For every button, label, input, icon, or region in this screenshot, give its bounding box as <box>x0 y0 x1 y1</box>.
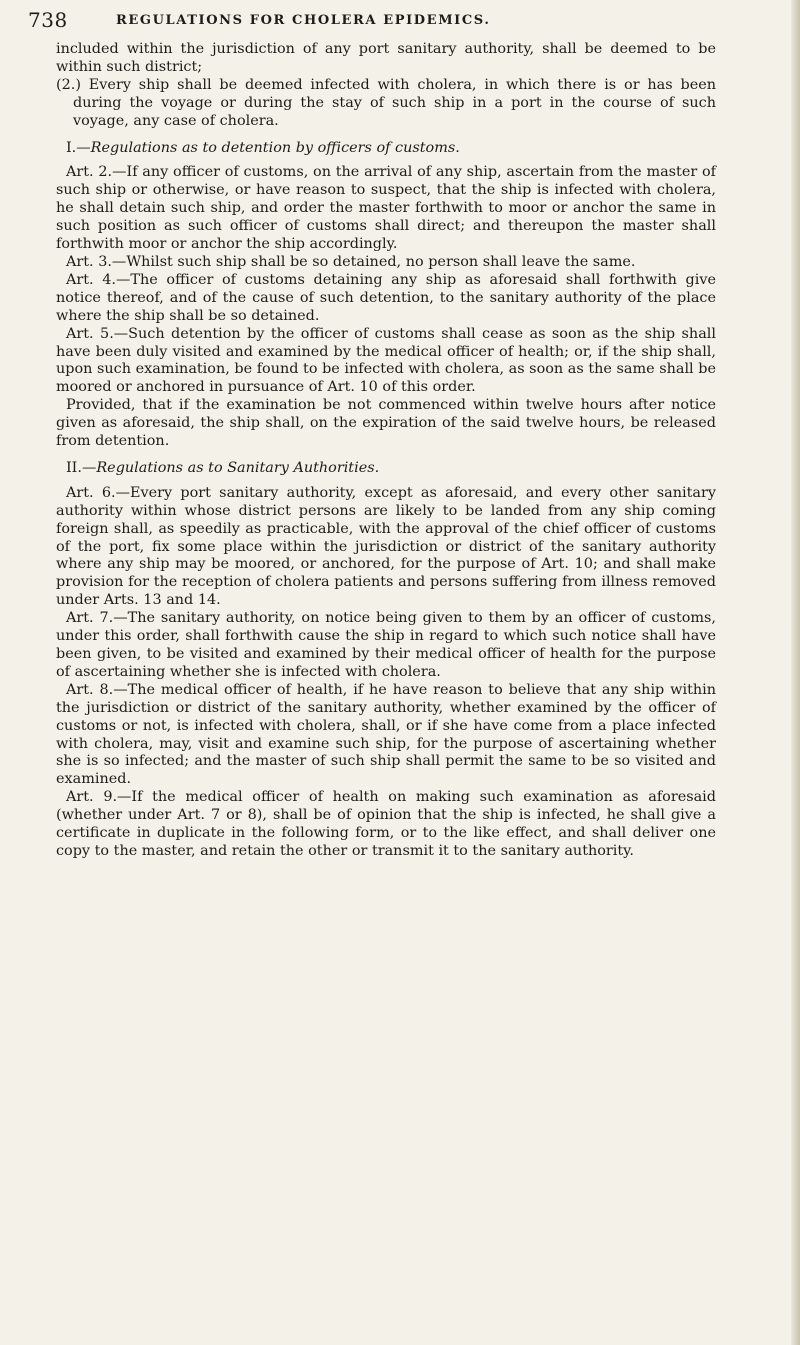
body-text <box>56 41 716 861</box>
section-heading-2-number: II. <box>66 459 82 476</box>
page-header <box>28 8 728 34</box>
article-8: Art. 8.—The medical officer of health, if he have reason to believe that any ship within the jurisdiction or district of the sanitary authority, whether examined by the officer of customs or not, is infected with cholera, shall, or if she have come from a place infected with cholera, may, visit and examine such ship, for the purpose of ascertaining whether she is so infected; and the master of such ship shall permit the same to be so visited and examined. <box>56 681 716 788</box>
article-7: Art. 7.—The sanitary authority, on notice being given to them by an officer of customs, under this order, shall forthwith cause the ship in regard to which such notice shall have been given, to be visited and examined by their medical officer of health for the purpose of ascertaining whether she is infected with cholera. <box>56 610 716 680</box>
running-head: REGULATIONS FOR CHOLERA EPIDEMICS. <box>116 13 491 28</box>
paragraph-item-2: (2.) Every ship shall be deemed infected with cholera, in which there is or has been during the voyage or during the stay of such ship in a port in the course of such voyage, any case of cholera. <box>56 76 716 129</box>
page-number: 738 <box>28 8 68 32</box>
section-heading-1 <box>56 140 716 158</box>
article-5: Art. 5.—Such detention by the officer of customs shall cease as soon as the ship shall have been duly visited and examined by the medical officer of health; or, if the ship shall, upon such examination, be found to be infected with cholera, as soon as the same shall be moored or anchored in pursuance of Art. 10 of this order. <box>56 325 716 396</box>
section-heading-1-title: —Regulations as to detention by officers of customs. <box>76 139 460 156</box>
section-heading-2 <box>56 460 716 478</box>
page-edge <box>791 0 800 1345</box>
article-5-proviso: Provided, that if the examination be not commenced within twelve hours after notice given as aforesaid, the ship shall, on the expiration of the said twelve hours, be released from detention. <box>56 397 716 450</box>
article-3: Art. 3.—Whilst such ship shall be so detained, no person shall leave the same. <box>66 253 636 270</box>
section-heading-2-title: —Regulations as to Sanitary Authorities. <box>81 459 380 476</box>
paragraph-intro: included within the jurisdiction of any port sanitary authority, shall be deemed to be within such district; <box>56 41 716 75</box>
article-2: Art. 2.—If any officer of customs, on the arrival of any ship, ascertain from the master of such ship or otherwise, or have reason to suspect, that the ship is infected with cholera, he shall detain such ship, and order the master forthwith to moor or anchor the same in such position as such officer of customs shall direct; and thereupon the master shall forthwith moor or anchor the ship accordingly. <box>56 164 716 253</box>
article-6: Art. 6.—Every port sanitary authority, except as aforesaid, and every other sanitary authority within whose district persons are likely to be landed from any ship coming foreign shall, as speedily as practicable, with the approval of the chief officer of customs of the port, fix some place within the jurisdiction or district of the sanitary authority where any ship may be moored, or anchored, for the purpose of Art. 10; and shall make provision for the reception of cholera patients and persons suffering from illness removed under Arts. 13 and 14. <box>56 484 716 609</box>
section-heading-1-number: I. <box>66 139 77 156</box>
article-4: Art. 4.—The officer of customs detaining any ship as aforesaid shall forthwith give notice thereof, and of the cause of such detention, to the sanitary authority of the place where the ship shall be so detained. <box>56 271 716 324</box>
article-9: Art. 9.—If the medical officer of health on making such examination as aforesaid (whether under Art. 7 or 8), shall be of opinion that the ship is infected, he shall give a certificate in duplicate in the following form, or to the like effect, and shall deliver one copy to the master, and retain the other or transmit it to the sanitary authority. <box>56 789 716 859</box>
